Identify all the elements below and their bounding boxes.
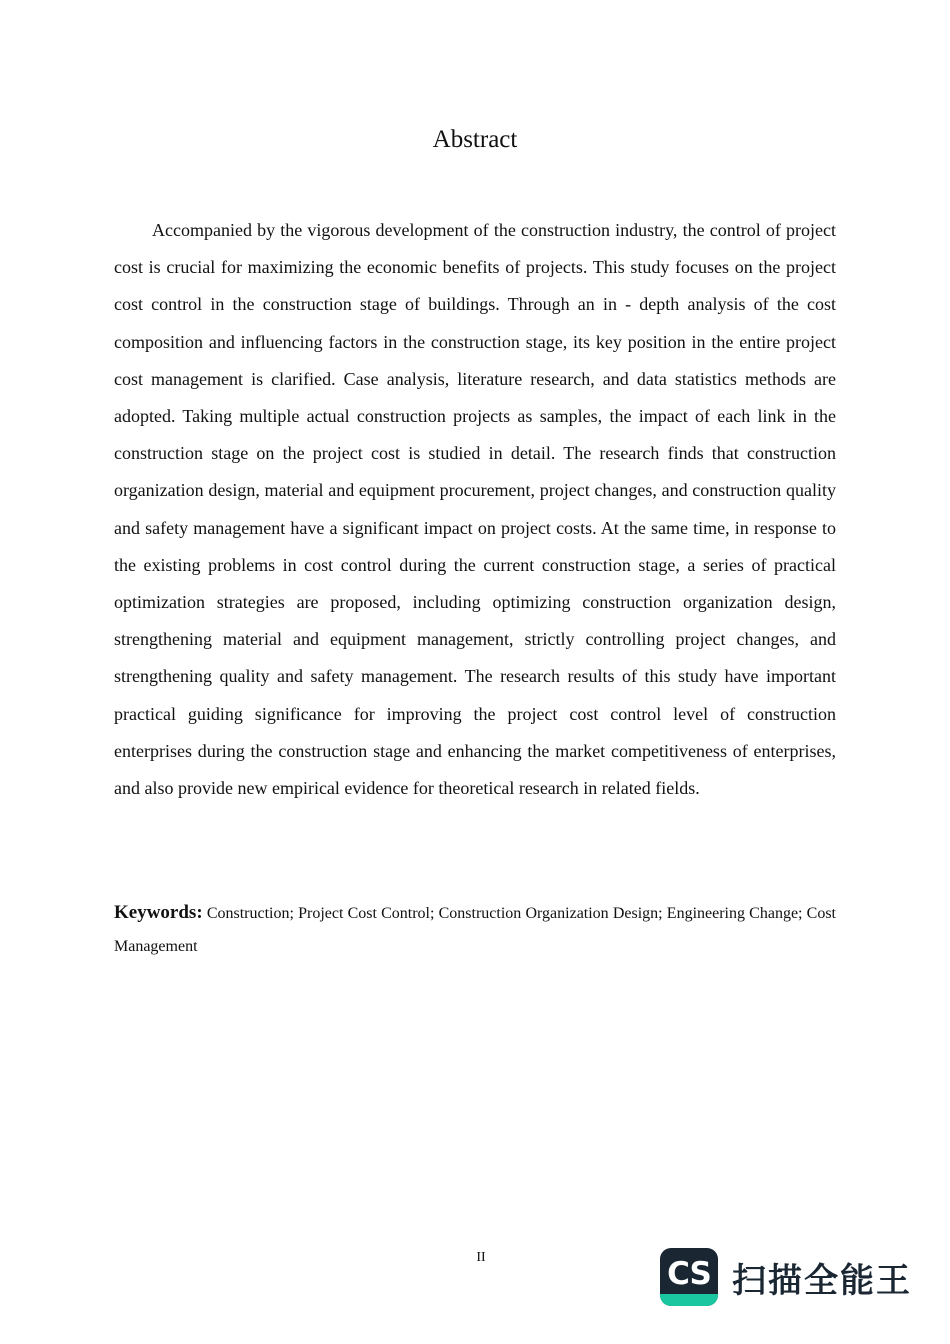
- keywords-line: [114, 896, 836, 963]
- page-title: Abstract: [432, 126, 518, 153]
- camscanner-logo-icon: [660, 1248, 718, 1306]
- brand-name: 扫描全能王: [732, 1260, 912, 1301]
- page-number: II: [476, 1250, 486, 1265]
- logo-text: CS: [667, 1255, 711, 1292]
- abstract-paragraph: Accompanied by the vigorous development of the construction industry, the control of project cost is crucial for maximizing the economic benefits of projects. This study focuses on the project cost control in the construction stage of buildings. Through an in - depth analysis of the cost composition and influencing factors in the construction stage, its key position in the entire project cost management is clarified. Case analysis, literature research, and data statistics methods are adopted. Taking multiple actual construction projects as samples, the impact of each link in the construction stage on the project cost is studied in detail. The research finds that construction organization design, material and equipment procurement, project changes, and construction quality and safety management have a significant impact on project costs. At the same time, in response to the existing problems in cost control during the current construction stage, a series of practical optimization strategies are proposed, including optimizing construction organization design, strengthening material and equipment management, strictly controlling project changes, and strengthening quality and safety management. The research results of this study have important practical guiding significance for improving the project cost control level of construction enterprises during the construction stage and enhancing the market competitiveness of enterprises, and also provide new empirical evidence for theoretical research in related fields.: [114, 220, 836, 799]
- keywords-label: Keywords:: [114, 902, 203, 923]
- keywords-text: Construction; Project Cost Control; Construction Organization Design; Engineering Change; Cost Management: [114, 905, 837, 955]
- scanner-watermark: [660, 1246, 912, 1308]
